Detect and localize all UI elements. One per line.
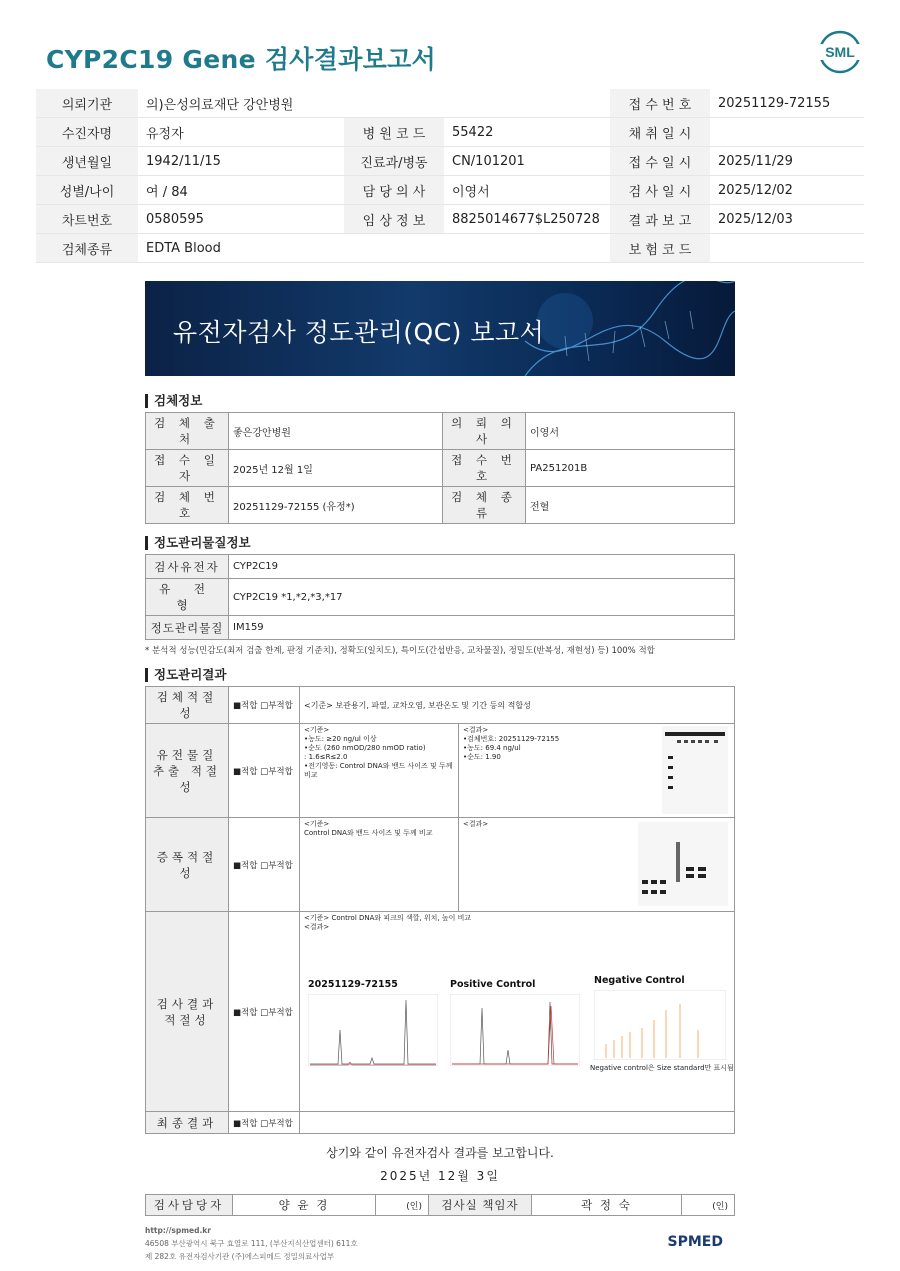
value: 55422 bbox=[444, 118, 610, 147]
value: 전혈 bbox=[526, 487, 735, 524]
value: 의)은성의료재단 강안병원 bbox=[138, 89, 610, 118]
label: 담 당 의 사 bbox=[344, 176, 444, 205]
report-date: 2025년 12월 3일 bbox=[380, 1169, 500, 1183]
label: 정도관리물질 bbox=[146, 616, 229, 640]
value: CN/101201 bbox=[444, 147, 610, 176]
criteria: <기준> •농도: ≥20 ng/ul 이상 •순도 (260 nmOD/280 nmOD ratio) : 1.6≤R≤2.0 •전기영동: Control DNA와 밴드 사이즈 및 두께 비교 bbox=[300, 724, 459, 818]
label: 검사결과 적절성 bbox=[146, 912, 229, 1112]
label: 접 수 일 자 bbox=[146, 450, 229, 487]
criteria-and-traces: <기준> Control DNA와 피크의 색깔, 위치, 높이 비교 <결과> 20251129-72155 Positive Control Negative Control Negative control은 Size standard만 표시됨 bbox=[300, 912, 735, 1112]
section-material: 정도관리물질정보 bbox=[145, 536, 735, 550]
seal: (인) bbox=[376, 1195, 429, 1216]
qc-banner-title: 유전자검사 정도관리(QC) 보고서 bbox=[173, 318, 545, 347]
section-specimen: 검체정보 bbox=[145, 394, 735, 408]
value: 2025/12/03 bbox=[710, 205, 864, 234]
label: 검 체 출 처 bbox=[146, 413, 229, 450]
value: 이영서 bbox=[444, 176, 610, 205]
pass-fail: ■적합 □부적합 bbox=[229, 912, 300, 1112]
label: 검사유전자 bbox=[146, 555, 229, 579]
label: 보 험 코 드 bbox=[610, 234, 710, 263]
label: 의뢰기관 bbox=[36, 89, 138, 118]
patient-info-table bbox=[36, 89, 864, 263]
sml-logo bbox=[818, 30, 862, 74]
value: 양 윤 경 bbox=[233, 1195, 376, 1216]
label: 유전물질추출 적절성 bbox=[146, 724, 229, 818]
label: 검 사 일 시 bbox=[610, 176, 710, 205]
qc-report bbox=[145, 281, 735, 1263]
seal: (인) bbox=[682, 1195, 735, 1216]
pass-fail: ■적합 □부적합 bbox=[229, 1112, 300, 1134]
pass-fail: ■적합 □부적합 bbox=[229, 818, 300, 912]
label: 결 과 보 고 bbox=[610, 205, 710, 234]
label: 성별/나이 bbox=[36, 176, 138, 205]
value: 이영서 bbox=[526, 413, 735, 450]
final-result-blank bbox=[300, 1112, 735, 1134]
value: 20251129-72155 bbox=[710, 89, 864, 118]
report-title: CYP2C19 Gene 검사결과보고서 bbox=[46, 45, 436, 74]
spmed-logo: SPMED bbox=[667, 1234, 723, 1250]
criteria: <기준> Control DNA와 밴드 사이즈 및 두께 비교 bbox=[300, 818, 459, 912]
trace-label-positive: Positive Control bbox=[450, 979, 536, 990]
negative-electropherogram bbox=[594, 990, 726, 1060]
value: 1942/11/15 bbox=[138, 147, 344, 176]
label: 유 전 형 bbox=[146, 579, 229, 616]
value: EDTA Blood bbox=[138, 234, 610, 263]
section-results: 정도관리결과 bbox=[145, 668, 735, 682]
footer-address: 46508 부산광역시 북구 효열로 111, (부산지식산업센터) 611호 bbox=[145, 1239, 358, 1248]
label: 접 수 번 호 bbox=[443, 450, 526, 487]
label: 수진자명 bbox=[36, 118, 138, 147]
extraction-gel-image bbox=[662, 726, 728, 814]
signature-table bbox=[145, 1194, 735, 1216]
amplification-gel-image bbox=[638, 822, 728, 906]
result: <결과> •검체번호: 20251129-72155 •농도: 69.4 ng/ul •순도: 1.90 bbox=[459, 724, 735, 818]
label: 최종결과 bbox=[146, 1112, 229, 1134]
positive-electropherogram bbox=[450, 994, 580, 1066]
pass-fail: ■적합 □부적합 bbox=[229, 687, 300, 724]
label: 검 체 번 호 bbox=[146, 487, 229, 524]
label: 생년월일 bbox=[36, 147, 138, 176]
label: 검사실 책임자 bbox=[429, 1195, 532, 1216]
conclusion: 상기와 같이 유전자검사 결과를 보고합니다. bbox=[326, 1146, 554, 1160]
value: CYP2C19 *1,*2,*3,*17 bbox=[229, 579, 735, 616]
value: 좋은강안병원 bbox=[229, 413, 443, 450]
sample-electropherogram bbox=[308, 994, 438, 1066]
label: 접 수 번 호 bbox=[610, 89, 710, 118]
result: <결과> bbox=[459, 818, 735, 912]
label: 채 취 일 시 bbox=[610, 118, 710, 147]
pass-fail: ■적합 □부적합 bbox=[229, 724, 300, 818]
footer-url: http://spmed.kr bbox=[145, 1226, 211, 1235]
value: 0580595 bbox=[138, 205, 344, 234]
label: 검체적절성 bbox=[146, 687, 229, 724]
trace-note: Negative control은 Size standard만 표시됨 bbox=[590, 1064, 734, 1072]
specimen-table bbox=[145, 412, 735, 524]
material-table bbox=[145, 554, 735, 640]
label: 검 체 종 류 bbox=[443, 487, 526, 524]
value: IM159 bbox=[229, 616, 735, 640]
value: 20251129-72155 (유정*) bbox=[229, 487, 443, 524]
value bbox=[710, 118, 864, 147]
value: 8825014677$L250728 bbox=[444, 205, 610, 234]
value: 2025년 12월 1일 bbox=[229, 450, 443, 487]
footer-registration: 제 282호 유전자검사기관 (주)에스피메드 정밀의료사업부 bbox=[145, 1252, 335, 1261]
trace-label-sample: 20251129-72155 bbox=[308, 979, 398, 990]
logo-text: SML bbox=[825, 44, 855, 60]
value: CYP2C19 bbox=[229, 555, 735, 579]
label: 접 수 일 시 bbox=[610, 147, 710, 176]
value: 2025/11/29 bbox=[710, 147, 864, 176]
value: PA251201B bbox=[526, 450, 735, 487]
trace-label-negative: Negative Control bbox=[594, 975, 685, 986]
label: 차트번호 bbox=[36, 205, 138, 234]
value bbox=[710, 234, 864, 263]
label: 의 뢰 의 사 bbox=[443, 413, 526, 450]
label: 검사담당자 bbox=[146, 1195, 233, 1216]
results-table bbox=[145, 686, 735, 1134]
label: 임 상 정 보 bbox=[344, 205, 444, 234]
label: 병 원 코 드 bbox=[344, 118, 444, 147]
qc-banner bbox=[145, 281, 735, 376]
label: 증폭적절성 bbox=[146, 818, 229, 912]
material-note: * 분석적 성능(민감도(최저 검출 한계, 판정 기준치), 정확도(일치도), 특이도(간섭반응, 교차물질), 정밀도(반복성, 재현성) 등) 100% 적합 bbox=[145, 646, 655, 656]
label: 검체종류 bbox=[36, 234, 138, 263]
value: 유정자 bbox=[138, 118, 344, 147]
qc-footer bbox=[145, 1224, 735, 1263]
value: 곽 정 숙 bbox=[532, 1195, 682, 1216]
label: 진료과/병동 bbox=[344, 147, 444, 176]
value: 여 / 84 bbox=[138, 176, 344, 205]
criteria: <기준> 보관용기, 파열, 교차오염, 보관온도 및 기간 등의 적합성 bbox=[300, 687, 735, 724]
value: 2025/12/02 bbox=[710, 176, 864, 205]
